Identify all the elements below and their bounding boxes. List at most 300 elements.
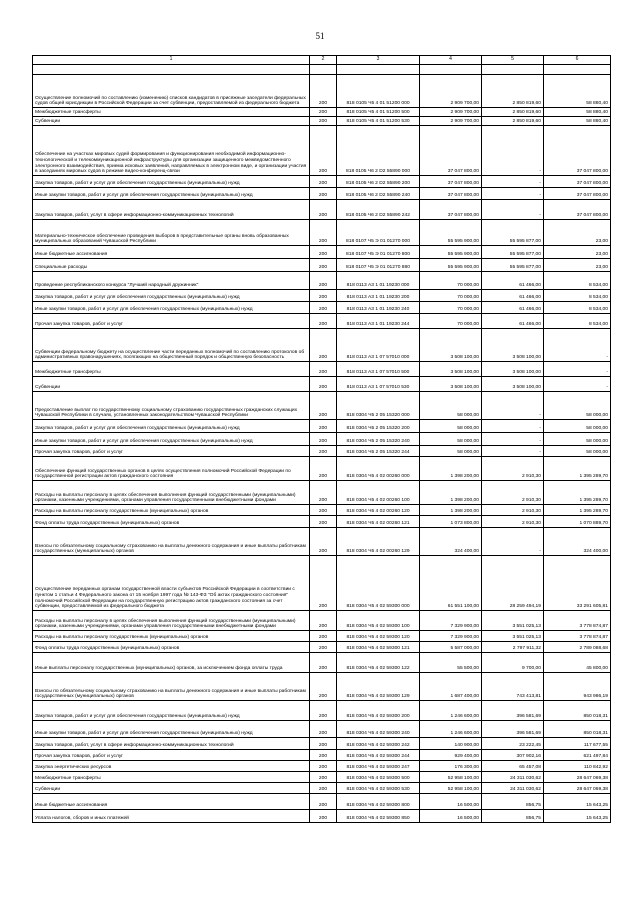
- row-approved-amount: 1 073 800,00: [420, 516, 482, 528]
- row-budget-classification-code: 818 0105 Ч6 2 D2 55890 200: [337, 176, 420, 188]
- row-description: Иные выплаты персоналу государственных (муниципальных) органов, за исключением фонда оплаты труда: [33, 653, 310, 673]
- row-code: 200: [310, 246, 337, 259]
- row-unexecuted-amount: 117 677,55: [544, 738, 611, 750]
- table-row: [33, 653, 611, 673]
- row-approved-amount: 58 000,00: [420, 433, 482, 446]
- row-code: 200: [310, 721, 337, 738]
- row-approved-amount: 37 047 800,00: [420, 188, 482, 200]
- row-executed-amount: -: [482, 433, 544, 446]
- row-executed-amount: 65 457,08: [482, 761, 544, 772]
- row-budget-classification-code: 818 0304 Ч5 4 02 59300 244: [337, 750, 420, 761]
- row-executed-amount: 856,75: [482, 810, 544, 823]
- row-description: Расходы на выплаты персоналу государственных (муниципальных) органов: [33, 505, 310, 516]
- row-unexecuted-amount: 110 842,92: [544, 761, 611, 772]
- row-unexecuted-amount: 37 047 800,00: [544, 176, 611, 188]
- row-executed-amount: 2 910,30: [482, 457, 544, 481]
- row-description: Иные бюджетные ассигнования: [33, 794, 310, 810]
- row-approved-amount: 324 400,00: [420, 528, 482, 556]
- table-row: [33, 446, 611, 457]
- table-row: [33, 117, 611, 126]
- table-row: [33, 329, 611, 362]
- row-unexecuted-amount: 23,00: [544, 246, 611, 259]
- row-approved-amount: 58 000,00: [420, 392, 482, 420]
- row-description: Расходы на выплаты персоналу в целях обеспечения выполнения функций государственными (муниципальными) органами, казенными учреждениями, органами управления государственными внебюджетными фондами: [33, 481, 310, 505]
- row-description: Расходы на выплаты персоналу государственных (муниципальных) органов: [33, 631, 310, 642]
- row-executed-amount: 61 466,00: [482, 314, 544, 329]
- row-executed-amount: 743 413,81: [482, 673, 544, 701]
- row-budget-classification-code: 818 0304 Ч5 4 02 59300 122: [337, 653, 420, 673]
- row-unexecuted-amount: 1 395 289,70: [544, 457, 611, 481]
- row-approved-amount: 52 958 100,00: [420, 783, 482, 794]
- row-unexecuted-amount: 45 800,00: [544, 653, 611, 673]
- table-row: [33, 200, 611, 220]
- page-number: 51: [315, 31, 325, 41]
- row-description: Межбюджетные трансферты: [33, 362, 310, 377]
- row-code: 200: [310, 810, 337, 823]
- row-executed-amount: 2 797 911,32: [482, 642, 544, 653]
- row-budget-classification-code: 818 0304 Ч5 2 05 15320 000: [337, 392, 420, 420]
- row-code: 200: [310, 392, 337, 420]
- row-unexecuted-amount: -: [544, 329, 611, 362]
- row-code: 200: [310, 188, 337, 200]
- row-budget-classification-code: 818 0105 Ч6 2 D2 55890 000: [337, 126, 420, 176]
- row-executed-amount: 61 466,00: [482, 290, 544, 302]
- row-unexecuted-amount: 8 534,00: [544, 272, 611, 290]
- row-executed-amount: 856,75: [482, 794, 544, 810]
- row-executed-amount: -: [482, 188, 544, 200]
- row-budget-classification-code: 818 0105 Ч5 4 01 51200 530: [337, 117, 420, 126]
- row-approved-amount: 176 300,00: [420, 761, 482, 772]
- table-row: [33, 188, 611, 200]
- row-unexecuted-amount: 58 000,00: [544, 433, 611, 446]
- row-code: 200: [310, 433, 337, 446]
- row-unexecuted-amount: -: [544, 377, 611, 392]
- table-row: [33, 810, 611, 823]
- table-row: [33, 457, 611, 481]
- table-row: [33, 246, 611, 259]
- row-executed-amount: -: [482, 420, 544, 433]
- table-row: [33, 314, 611, 329]
- row-description: Иные закупки товаров, работ и услуг для обеспечения государственных (муниципальных) нужд: [33, 302, 310, 314]
- row-approved-amount: 61 551 100,00: [420, 556, 482, 611]
- column-header: 5: [482, 56, 544, 65]
- row-budget-classification-code: 818 0304 Ч5 4 02 59300 530: [337, 783, 420, 794]
- row-description: Прочая закупка товаров, работ и услуг: [33, 314, 310, 329]
- table-row: [33, 611, 611, 631]
- row-budget-classification-code: [337, 65, 420, 75]
- row-budget-classification-code: 818 0304 Ч5 4 02 00260 120: [337, 505, 420, 516]
- row-executed-amount: 3 508 100,00: [482, 362, 544, 377]
- row-approved-amount: 55 595 900,00: [420, 246, 482, 259]
- row-approved-amount: 1 687 400,00: [420, 673, 482, 701]
- row-code: 200: [310, 108, 337, 117]
- table-row: [33, 761, 611, 772]
- row-executed-amount: 307 902,16: [482, 750, 544, 761]
- row-approved-amount: 37 047 800,00: [420, 200, 482, 220]
- row-unexecuted-amount: 3 778 874,87: [544, 631, 611, 642]
- row-code: 200: [310, 75, 337, 108]
- row-description: Иные закупки товаров, работ и услуг для обеспечения государственных (муниципальных) нужд: [33, 433, 310, 446]
- row-unexecuted-amount: 37 047 800,00: [544, 188, 611, 200]
- row-executed-amount: 23 222,45: [482, 738, 544, 750]
- row-description: Иные закупки товаров, работ и услуг для обеспечения государственных (муниципальных) нужд: [33, 721, 310, 738]
- row-code: 200: [310, 314, 337, 329]
- row-description: Фонд оплаты труда государственных (муниципальных) органов: [33, 516, 310, 528]
- row-description: Иные закупки товаров, работ и услуг для обеспечения государственных (муниципальных) нужд: [33, 188, 310, 200]
- row-code: 200: [310, 290, 337, 302]
- row-executed-amount: -: [482, 392, 544, 420]
- row-unexecuted-amount: 58 880,40: [544, 108, 611, 117]
- table-row: [33, 362, 611, 377]
- row-unexecuted-amount: 8 534,00: [544, 314, 611, 329]
- table-row: [33, 220, 611, 246]
- row-description: Закупка товаров, работ, услуг в сфере информационно-коммуникационных технологий: [33, 200, 310, 220]
- table-row: [33, 392, 611, 420]
- row-approved-amount: 7 329 900,00: [420, 631, 482, 642]
- row-unexecuted-amount: 3 778 874,87: [544, 611, 611, 631]
- table-row: [33, 556, 611, 611]
- row-code: 200: [310, 750, 337, 761]
- row-budget-classification-code: 818 0105 Ч5 4 01 51200 500: [337, 108, 420, 117]
- row-description: Уплата налогов, сборов и иных платежей: [33, 810, 310, 823]
- table-row: [33, 176, 611, 188]
- row-code: 200: [310, 420, 337, 433]
- row-budget-classification-code: 818 0113 А3 1 07 57010 530: [337, 377, 420, 392]
- row-budget-classification-code: 818 0107 Ч5 Э 01 01270 000: [337, 220, 420, 246]
- row-description: Предоставление выплат по государственному социальному страхованию государственных гражданских служащих Чувашской Республики в случаях, установленных законодательством Чувашской Республики: [33, 392, 310, 420]
- row-executed-amount: 2 910,30: [482, 505, 544, 516]
- row-budget-classification-code: 818 0304 Ч5 2 05 15320 200: [337, 420, 420, 433]
- row-description: Закупка энергетических ресурсов: [33, 761, 310, 772]
- row-approved-amount: 70 000,00: [420, 290, 482, 302]
- row-description: Межбюджетные трансферты: [33, 772, 310, 783]
- table-row: [33, 272, 611, 290]
- row-approved-amount: 70 000,00: [420, 314, 482, 329]
- row-approved-amount: 3 508 100,00: [420, 329, 482, 362]
- row-executed-amount: 61 466,00: [482, 302, 544, 314]
- row-description: Закупка товаров, работ и услуг для обеспечения государственных (муниципальных) нужд: [33, 176, 310, 188]
- row-unexecuted-amount: 15 643,25: [544, 794, 611, 810]
- table-row: [33, 259, 611, 272]
- column-header: 1: [33, 56, 310, 65]
- table-row: [33, 701, 611, 721]
- row-budget-classification-code: 818 0304 Ч5 4 02 59300 120: [337, 631, 420, 642]
- row-budget-classification-code: 818 0304 Ч5 4 02 59300 800: [337, 794, 420, 810]
- row-description: Закупка товаров, работ, услуг в сфере информационно-коммуникационных технологий: [33, 738, 310, 750]
- row-code: 200: [310, 701, 337, 721]
- row-budget-classification-code: 818 0105 Ч6 2 D2 55890 242: [337, 200, 420, 220]
- row-approved-amount: 3 508 100,00: [420, 377, 482, 392]
- row-code: 200: [310, 611, 337, 631]
- table-row: [33, 290, 611, 302]
- column-header: 6: [544, 56, 611, 65]
- row-executed-amount: 396 581,69: [482, 721, 544, 738]
- row-approved-amount: 2 909 700,00: [420, 117, 482, 126]
- table-row: [33, 750, 611, 761]
- row-executed-amount: 2 850 819,60: [482, 117, 544, 126]
- row-budget-classification-code: 818 0107 Ч5 Э 01 01270 800: [337, 246, 420, 259]
- row-approved-amount: 70 000,00: [420, 272, 482, 290]
- row-unexecuted-amount: 850 018,31: [544, 701, 611, 721]
- row-unexecuted-amount: 1 070 889,70: [544, 516, 611, 528]
- row-executed-amount: 2 910,30: [482, 516, 544, 528]
- row-budget-classification-code: 818 0304 Ч5 4 02 00260 100: [337, 481, 420, 505]
- table-row: [33, 505, 611, 516]
- row-approved-amount: 929 400,00: [420, 750, 482, 761]
- row-description: Специальные расходы: [33, 259, 310, 272]
- row-approved-amount: 52 958 100,00: [420, 772, 482, 783]
- row-executed-amount: 28 259 494,19: [482, 556, 544, 611]
- row-approved-amount: 16 500,00: [420, 810, 482, 823]
- row-approved-amount: 37 047 800,00: [420, 176, 482, 188]
- row-budget-classification-code: 818 0113 А3 1 07 57010 500: [337, 362, 420, 377]
- row-executed-amount: -: [482, 176, 544, 188]
- row-description: Прочая закупка товаров, работ и услуг: [33, 446, 310, 457]
- table-row: [33, 783, 611, 794]
- row-code: 200: [310, 653, 337, 673]
- row-description: Взносы по обязательному социальному страхованию на выплаты денежного содержания и иные выплаты работникам государственных (муниципальных) органов: [33, 673, 310, 701]
- row-code: 200: [310, 631, 337, 642]
- column-header: 2: [310, 56, 337, 65]
- table-row: [33, 721, 611, 738]
- row-unexecuted-amount: 23,00: [544, 220, 611, 246]
- row-executed-amount: 3 551 025,13: [482, 611, 544, 631]
- row-code: 200: [310, 126, 337, 176]
- row-approved-amount: 7 329 900,00: [420, 611, 482, 631]
- row-description: Обеспечение на участках мировых судей формирования и функционирования необходимой информационно-технологической и телекоммуникационной инфраструктуры для организации защищенного межведомственного электронного взаимодействия, приема исковых заявлений, направляемых в электронном виде, и организации участия в заседаниях мировых судов в режиме видео-конференц-связи: [33, 126, 310, 176]
- table-header-row: [33, 56, 611, 65]
- row-code: 200: [310, 272, 337, 290]
- row-unexecuted-amount: 28 647 069,38: [544, 783, 611, 794]
- row-executed-amount: -: [482, 446, 544, 457]
- row-unexecuted-amount: 37 047 800,00: [544, 126, 611, 176]
- row-budget-classification-code: 818 0304 Ч5 4 02 59300 247: [337, 761, 420, 772]
- row-unexecuted-amount: 23,00: [544, 259, 611, 272]
- row-unexecuted-amount: 58 000,00: [544, 392, 611, 420]
- row-description: [33, 65, 310, 75]
- row-code: 200: [310, 642, 337, 653]
- row-budget-classification-code: 818 0113 А3 1 01 19230 000: [337, 272, 420, 290]
- row-budget-classification-code: 818 0113 А3 1 07 57010 000: [337, 329, 420, 362]
- row-approved-amount: 2 909 700,00: [420, 75, 482, 108]
- row-description: Иные бюджетные ассигнования: [33, 246, 310, 259]
- row-executed-amount: -: [482, 126, 544, 176]
- table-row: [33, 126, 611, 176]
- row-budget-classification-code: 818 0113 А3 1 01 19230 244: [337, 314, 420, 329]
- row-executed-amount: -: [482, 528, 544, 556]
- row-description: Субвенции: [33, 117, 310, 126]
- row-code: 200: [310, 772, 337, 783]
- row-unexecuted-amount: 58 880,40: [544, 75, 611, 108]
- row-code: 200: [310, 117, 337, 126]
- row-description: Расходы на выплаты персоналу в целях обеспечения выполнения функций государственными (муниципальными) органами, казенными учреждениями, органами управления государственными внебюджетными фондами: [33, 611, 310, 631]
- row-executed-amount: 396 581,69: [482, 701, 544, 721]
- row-approved-amount: 1 246 600,00: [420, 721, 482, 738]
- row-code: 200: [310, 761, 337, 772]
- row-description: Прочая закупка товаров, работ и услуг: [33, 750, 310, 761]
- table-row: [33, 75, 611, 108]
- row-code: 200: [310, 176, 337, 188]
- row-approved-amount: 58 000,00: [420, 420, 482, 433]
- row-description: Субвенции: [33, 377, 310, 392]
- row-description: Фонд оплаты труда государственных (муниципальных) органов: [33, 642, 310, 653]
- table-row: [33, 302, 611, 314]
- row-approved-amount: 70 000,00: [420, 302, 482, 314]
- table-row: [33, 631, 611, 642]
- table-row: [33, 528, 611, 556]
- row-executed-amount: 9 700,00: [482, 653, 544, 673]
- row-description: Осуществление переданных органам государственной власти субъектов Российской Федерации в соответствии с пунктом 1 статьи 4 Федерального закона от 15 ноября 1997 года № 143-ФЗ "Об актах гражданского состояния" полномочий Российской Федерации на государственную регистрацию актов гражданского состояния за счет субвенции, предоставляемой из федерального бюджета: [33, 556, 310, 611]
- row-unexecuted-amount: 58 000,00: [544, 420, 611, 433]
- budget-execution-table: [32, 55, 611, 823]
- row-executed-amount: 2 910,30: [482, 481, 544, 505]
- row-approved-amount: 55 500,00: [420, 653, 482, 673]
- row-budget-classification-code: 818 0304 Ч5 4 02 59300 242: [337, 738, 420, 750]
- row-unexecuted-amount: [544, 65, 611, 75]
- row-unexecuted-amount: 8 534,00: [544, 290, 611, 302]
- row-budget-classification-code: 818 0105 Ч6 2 D2 55890 240: [337, 188, 420, 200]
- row-approved-amount: 2 909 700,00: [420, 108, 482, 117]
- row-description: Проведение республиканского конкурса "Лучший народный дружинник": [33, 272, 310, 290]
- row-code: 200: [310, 446, 337, 457]
- row-code: 200: [310, 794, 337, 810]
- row-executed-amount: 55 595 877,00: [482, 259, 544, 272]
- row-executed-amount: 24 311 030,62: [482, 783, 544, 794]
- row-code: 200: [310, 783, 337, 794]
- row-description: Закупка товаров, работ и услуг для обеспечения государственных (муниципальных) нужд: [33, 420, 310, 433]
- row-approved-amount: 55 595 900,00: [420, 220, 482, 246]
- row-approved-amount: 58 000,00: [420, 446, 482, 457]
- row-approved-amount: 140 900,00: [420, 738, 482, 750]
- row-executed-amount: 24 311 030,62: [482, 772, 544, 783]
- row-description: Взносы по обязательному социальному страхованию на выплаты денежного содержания и иные выплаты работникам государственных (муниципальных) органов: [33, 528, 310, 556]
- row-code: 200: [310, 738, 337, 750]
- row-unexecuted-amount: 850 018,31: [544, 721, 611, 738]
- table-row: [33, 420, 611, 433]
- row-approved-amount: 1 398 200,00: [420, 481, 482, 505]
- row-unexecuted-amount: 8 534,00: [544, 302, 611, 314]
- row-code: 200: [310, 516, 337, 528]
- row-executed-amount: 55 595 877,00: [482, 220, 544, 246]
- table-row: [33, 481, 611, 505]
- row-budget-classification-code: 818 0304 Ч5 4 02 59300 500: [337, 772, 420, 783]
- row-approved-amount: 1 398 200,00: [420, 457, 482, 481]
- row-unexecuted-amount: 324 400,00: [544, 528, 611, 556]
- row-unexecuted-amount: 37 047 800,00: [544, 200, 611, 220]
- row-code: 200: [310, 377, 337, 392]
- table-row: [33, 108, 611, 117]
- row-code: 200: [310, 556, 337, 611]
- table-row: [33, 673, 611, 701]
- column-header: 4: [420, 56, 482, 65]
- table-row: [33, 377, 611, 392]
- row-description: Закупка товаров, работ и услуг для обеспечения государственных (муниципальных) нужд: [33, 290, 310, 302]
- column-header: 3: [337, 56, 420, 65]
- row-description: Субвенции: [33, 783, 310, 794]
- row-unexecuted-amount: 58 000,00: [544, 446, 611, 457]
- row-unexecuted-amount: 621 497,84: [544, 750, 611, 761]
- row-budget-classification-code: 818 0304 Ч5 4 02 59300 121: [337, 642, 420, 653]
- row-unexecuted-amount: 943 986,19: [544, 673, 611, 701]
- row-approved-amount: 3 508 100,00: [420, 362, 482, 377]
- row-code: 200: [310, 362, 337, 377]
- row-unexecuted-amount: 15 643,25: [544, 810, 611, 823]
- row-budget-classification-code: 818 0107 Ч5 Э 01 01270 880: [337, 259, 420, 272]
- row-unexecuted-amount: 2 789 088,68: [544, 642, 611, 653]
- table-row: [33, 794, 611, 810]
- row-code: 200: [310, 329, 337, 362]
- row-approved-amount: 37 047 800,00: [420, 126, 482, 176]
- row-unexecuted-amount: 1 395 289,70: [544, 481, 611, 505]
- row-budget-classification-code: 818 0304 Ч5 2 05 15320 244: [337, 446, 420, 457]
- row-executed-amount: 61 466,00: [482, 272, 544, 290]
- table-row: [33, 433, 611, 446]
- row-budget-classification-code: 818 0113 А3 1 01 19230 240: [337, 302, 420, 314]
- row-budget-classification-code: 818 0113 А3 1 01 19230 200: [337, 290, 420, 302]
- row-code: 200: [310, 528, 337, 556]
- row-unexecuted-amount: 28 647 069,38: [544, 772, 611, 783]
- row-code: 200: [310, 200, 337, 220]
- row-description: Обеспечение функций государственных органов в целях осуществления полномочий Российской Федерации по государственной регистрации актов гражданского состояния: [33, 457, 310, 481]
- row-code: 200: [310, 505, 337, 516]
- row-code: 200: [310, 457, 337, 481]
- row-description: Закупка товаров, работ и услуг для обеспечения государственных (муниципальных) нужд: [33, 701, 310, 721]
- row-unexecuted-amount: -: [544, 362, 611, 377]
- row-unexecuted-amount: 33 291 605,81: [544, 556, 611, 611]
- row-budget-classification-code: 818 0304 Ч5 4 02 59300 000: [337, 556, 420, 611]
- row-budget-classification-code: 818 0304 Ч5 4 02 00260 129: [337, 528, 420, 556]
- row-approved-amount: [420, 65, 482, 75]
- row-executed-amount: -: [482, 200, 544, 220]
- row-executed-amount: 3 508 100,00: [482, 329, 544, 362]
- row-executed-amount: 3 551 025,13: [482, 631, 544, 642]
- table-row: [33, 65, 611, 75]
- row-budget-classification-code: 818 0304 Ч5 4 02 59300 240: [337, 721, 420, 738]
- row-executed-amount: [482, 65, 544, 75]
- row-budget-classification-code: 818 0105 Ч5 4 01 51200 000: [337, 75, 420, 108]
- row-description: Межбюджетные трансферты: [33, 108, 310, 117]
- row-executed-amount: 3 508 100,00: [482, 377, 544, 392]
- row-executed-amount: 55 595 877,00: [482, 246, 544, 259]
- row-code: 200: [310, 259, 337, 272]
- row-code: [310, 65, 337, 75]
- row-budget-classification-code: 818 0304 Ч5 4 02 00260 000: [337, 457, 420, 481]
- row-executed-amount: 2 850 819,60: [482, 75, 544, 108]
- row-budget-classification-code: 818 0304 Ч5 2 05 15320 240: [337, 433, 420, 446]
- row-description: Материально-техническое обеспечение проведения выборов в представительные органы вновь образованных муниципальных образований Чувашской Республики: [33, 220, 310, 246]
- table-row: [33, 772, 611, 783]
- row-approved-amount: 16 500,00: [420, 794, 482, 810]
- row-budget-classification-code: 818 0304 Ч5 4 02 00260 121: [337, 516, 420, 528]
- row-budget-classification-code: 818 0304 Ч5 4 02 59300 850: [337, 810, 420, 823]
- row-code: 200: [310, 220, 337, 246]
- row-executed-amount: 2 850 819,60: [482, 108, 544, 117]
- row-description: Субвенции федеральному бюджету на осуществление части переданных полномочий по составлению протоколов об административных правонарушениях, посягающих на общественный порядок и общественную безопасность: [33, 329, 310, 362]
- table-row: [33, 516, 611, 528]
- row-code: 200: [310, 481, 337, 505]
- row-code: 200: [310, 673, 337, 701]
- row-budget-classification-code: 818 0304 Ч5 4 02 59300 200: [337, 701, 420, 721]
- row-approved-amount: 1 246 600,00: [420, 701, 482, 721]
- row-code: 200: [310, 302, 337, 314]
- table-row: [33, 738, 611, 750]
- row-unexecuted-amount: 58 880,40: [544, 117, 611, 126]
- row-description: Осуществление полномочий по составлению (изменению) списков кандидатов в присяжные заседатели федеральных судов общей юрисдикции в Российской Федерации за счет субвенции, предоставляемой из федерального бюджета: [33, 75, 310, 108]
- row-unexecuted-amount: 1 395 289,70: [544, 505, 611, 516]
- row-approved-amount: 5 587 000,00: [420, 642, 482, 653]
- table-row: [33, 642, 611, 653]
- row-budget-classification-code: 818 0304 Ч5 4 02 59300 129: [337, 673, 420, 701]
